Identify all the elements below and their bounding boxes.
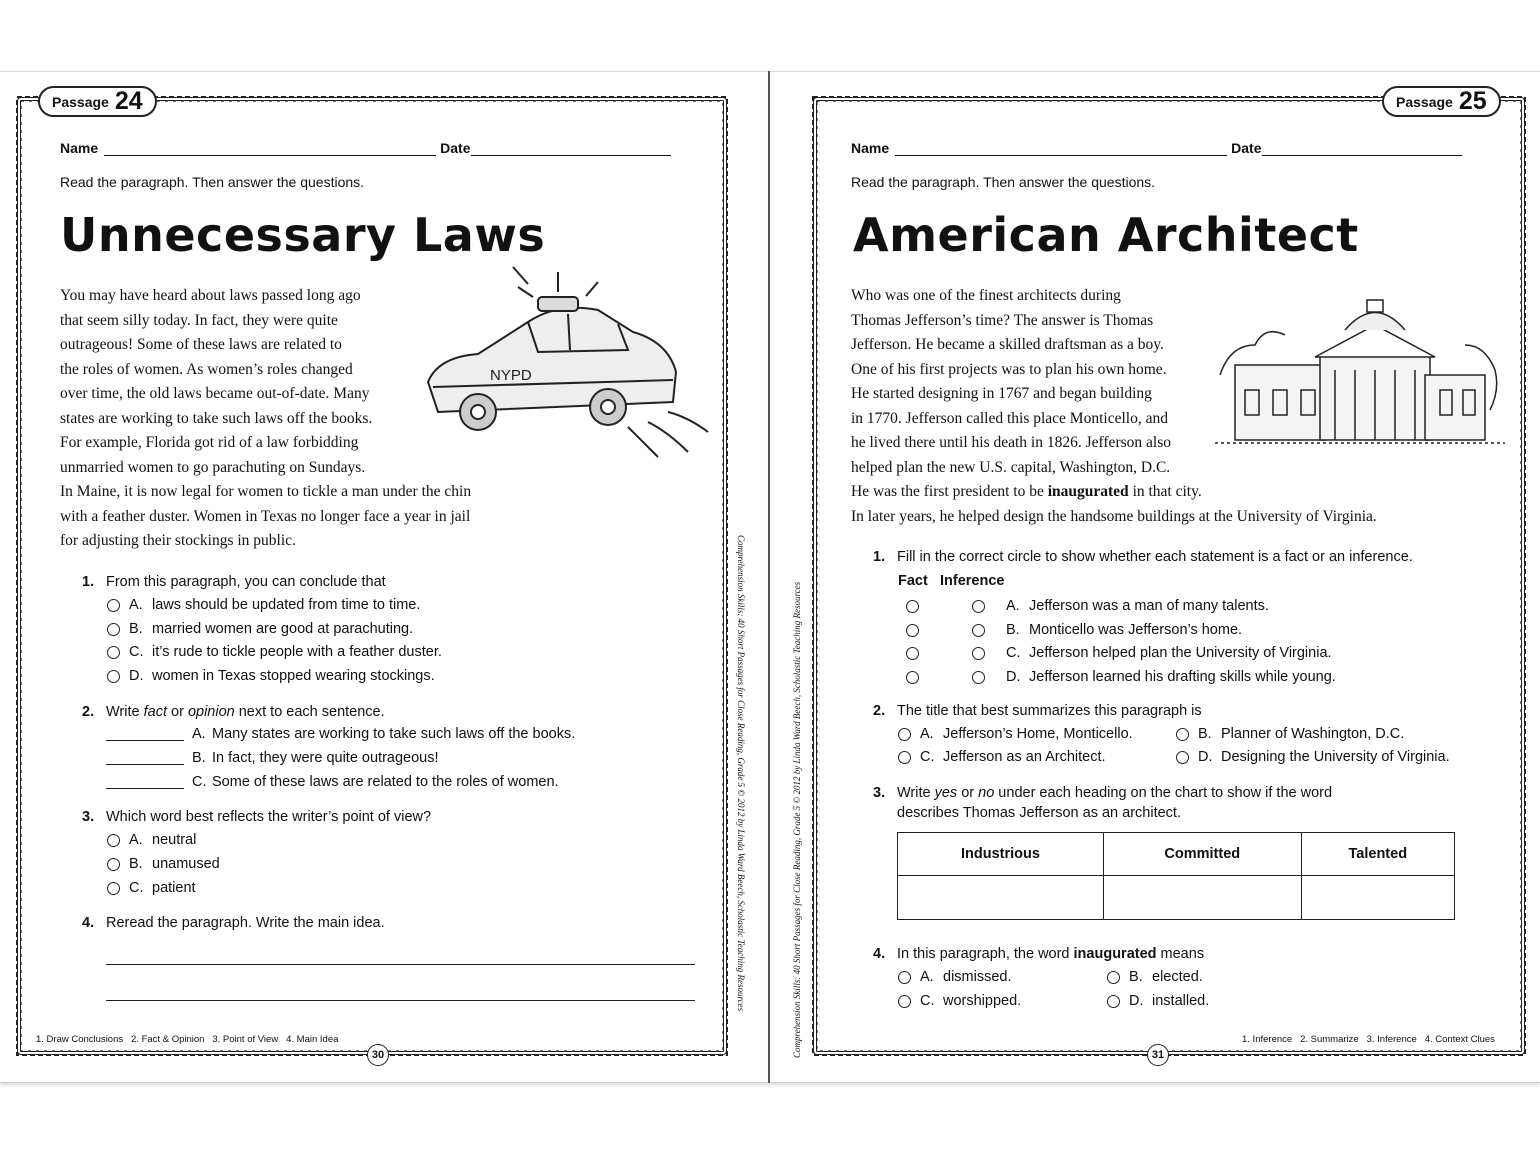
date-label: Date	[1231, 140, 1262, 156]
chart-header-industrious: Industrious	[898, 833, 1104, 876]
option-letter: C.	[920, 749, 935, 765]
answer-blank[interactable]	[106, 727, 184, 741]
q3-option-b[interactable]	[107, 856, 220, 872]
item-letter: C.	[192, 774, 207, 790]
question-4-text: Reread the paragraph. Write the main idea.	[106, 915, 385, 931]
question-number: 2.	[873, 703, 886, 719]
q1-option-b[interactable]	[107, 621, 413, 637]
paragraph-line: unmarried women to go parachuting on Sundays.	[60, 458, 366, 476]
paragraph-text: He was the first president to be	[851, 483, 1048, 500]
q4-option-b[interactable]	[1107, 969, 1203, 985]
option-letter: A.	[920, 969, 934, 985]
q1-item-a	[906, 598, 1269, 614]
passage-label: Passage	[52, 93, 109, 110]
option-letter: A.	[129, 832, 143, 848]
option-text: worshipped.	[943, 993, 1022, 1009]
question-4-text	[897, 946, 1204, 962]
option-text: it’s rude to tickle people with a feather duster.	[152, 644, 442, 660]
page-number: 31	[1147, 1044, 1169, 1066]
question-number: 1.	[82, 574, 95, 590]
instructions: Read the paragraph. Then answer the questions.	[60, 174, 365, 190]
q2-option-d[interactable]	[1176, 749, 1450, 765]
paragraph-line: One of his first projects was to plan his own home.	[851, 360, 1167, 378]
option-letter: A.	[920, 726, 934, 742]
item-letter: B.	[192, 750, 206, 766]
q1-option-d[interactable]	[107, 668, 435, 684]
option-text: Jefferson as an Architect.	[943, 749, 1106, 765]
option-text: laws should be updated from time to time.	[152, 597, 421, 613]
name-field[interactable]	[104, 142, 436, 156]
option-text: installed.	[1152, 993, 1210, 1009]
paragraph-line: He started designing in 1767 and began building	[851, 385, 1152, 402]
paragraph-line: that seem silly today. In fact, they were quite	[60, 311, 338, 329]
option-letter: B.	[129, 856, 143, 872]
q1-item-d	[906, 669, 1336, 685]
passage-number: 25	[1458, 87, 1487, 115]
option-text: neutral	[152, 832, 197, 848]
q2-option-a[interactable]	[898, 726, 1133, 742]
question-number: 4.	[873, 946, 886, 962]
q2-text-opinion: opinion	[187, 704, 235, 720]
option-letter: D.	[1129, 993, 1144, 1009]
radio-circle[interactable]	[898, 971, 911, 984]
item-text: Monticello was Jefferson’s home.	[1029, 622, 1243, 638]
q4-option-c[interactable]	[898, 993, 1021, 1009]
chart-cell-industrious[interactable]	[898, 876, 1104, 920]
option-letter: A.	[129, 597, 143, 613]
q3-text-yes: yes	[934, 785, 958, 801]
q4-text-bold-word: inaugurated	[1073, 946, 1157, 962]
radio-circle[interactable]	[898, 995, 911, 1008]
answer-chart	[897, 832, 1455, 920]
date-label: Date	[440, 140, 471, 156]
option-letter: D.	[1198, 749, 1213, 765]
question-3-text: Which word best reflects the writer’s point of view?	[106, 809, 432, 825]
name-date-line	[851, 140, 1462, 156]
q2-item-b	[106, 750, 439, 766]
item-letter: A.	[192, 726, 206, 742]
question-number: 1.	[873, 549, 886, 565]
option-letter: D.	[129, 668, 144, 684]
item-letter: D.	[1006, 669, 1021, 685]
option-text: elected.	[1152, 969, 1203, 985]
name-field[interactable]	[895, 142, 1227, 156]
radio-circle[interactable]	[107, 670, 120, 683]
page-title: Unnecessary Laws	[60, 208, 546, 262]
chart-header-committed: Committed	[1103, 833, 1301, 876]
item-text: Some of these laws are related to the roles of women.	[212, 774, 559, 790]
fact-circle[interactable]	[906, 647, 919, 660]
date-field[interactable]	[1262, 142, 1462, 156]
paragraph-line: in 1770. Jefferson called this place Monticello, and	[851, 409, 1168, 427]
question-1-text: Fill in the correct circle to show whether each statement is a fact or an inference.	[897, 549, 1413, 565]
paragraph-line: for adjusting their stockings in public.	[60, 532, 296, 549]
q2-item-a	[106, 726, 575, 742]
inference-circle[interactable]	[972, 671, 985, 684]
passage-paragraph	[851, 284, 1471, 529]
question-2-text	[106, 704, 385, 720]
q4-option-a[interactable]	[898, 969, 1012, 985]
item-text: Jefferson learned his drafting skills while young.	[1029, 669, 1336, 685]
item-text: Many states are working to take such laws off the books.	[212, 726, 576, 742]
copyright-credit: Comprehension Skills: 40 Short Passages for Close Reading, Grade 5 © 2012 by Linda Ward Beech, Scholastic Teaching Resources	[792, 581, 802, 1058]
passage-label: Passage	[1396, 93, 1453, 110]
question-number: 3.	[82, 809, 95, 825]
option-text: patient	[152, 880, 196, 896]
car-label-text: NYPD	[490, 367, 532, 384]
radio-circle[interactable]	[898, 728, 911, 741]
paragraph-text: in that city.	[1128, 483, 1202, 500]
fact-circle[interactable]	[906, 671, 919, 684]
paragraph-bold-word: inaugurated	[1047, 483, 1129, 500]
q3-text-part: or	[957, 785, 979, 801]
radio-circle[interactable]	[1107, 995, 1120, 1008]
item-letter: A.	[1006, 598, 1020, 614]
page-number: 30	[367, 1044, 389, 1066]
item-text: Jefferson helped plan the University of Virginia.	[1029, 645, 1332, 661]
inference-circle[interactable]	[972, 624, 985, 637]
inference-column-header: Inference	[940, 573, 1005, 589]
radio-circle[interactable]	[898, 751, 911, 764]
q2-item-c	[106, 774, 559, 790]
radio-circle[interactable]	[1176, 751, 1189, 764]
radio-circle[interactable]	[107, 882, 120, 895]
inference-circle[interactable]	[972, 600, 985, 613]
option-letter: B.	[1129, 969, 1143, 985]
instructions: Read the paragraph. Then answer the questions.	[851, 174, 1156, 190]
paragraph-line: In later years, he helped design the handsome buildings at the University of Virginia.	[851, 507, 1377, 525]
name-label: Name	[60, 140, 99, 156]
q1-option-a[interactable]	[107, 597, 420, 613]
answer-line[interactable]	[106, 1000, 695, 1001]
option-letter: C.	[129, 880, 144, 896]
item-letter: C.	[1006, 645, 1021, 661]
option-text: Planner of Washington, D.C.	[1221, 726, 1405, 742]
radio-circle[interactable]	[107, 834, 120, 847]
question-number: 3.	[873, 785, 886, 801]
answer-line[interactable]	[106, 964, 695, 965]
q2-option-b[interactable]	[1176, 726, 1404, 742]
option-letter: C.	[129, 644, 144, 660]
q2-text-fact: fact	[143, 704, 167, 720]
q3-option-c[interactable]	[107, 880, 196, 896]
q2-option-c[interactable]	[898, 749, 1106, 765]
paragraph-line: Who was one of the finest architects during	[851, 287, 1121, 304]
option-text: women in Texas stopped wearing stockings.	[152, 668, 435, 684]
q4-option-d[interactable]	[1107, 993, 1209, 1009]
paragraph-line: For example, Florida got rid of a law forbidding	[60, 434, 359, 451]
option-text: Designing the University of Virginia.	[1221, 749, 1450, 765]
question-3-text	[897, 785, 1332, 801]
paragraph-line: You may have heard about laws passed long ago	[60, 287, 361, 304]
radio-circle[interactable]	[1107, 971, 1120, 984]
passage-paragraph	[60, 284, 520, 554]
paragraph-line	[851, 480, 1471, 505]
paragraph-line: Jefferson. He became a skilled draftsman as a boy.	[851, 336, 1164, 353]
option-text: dismissed.	[943, 969, 1012, 985]
paragraph-line: states are working to take such laws off the books.	[60, 409, 373, 427]
item-text: Jefferson was a man of many talents.	[1029, 598, 1269, 614]
chart-cell-committed[interactable]	[1103, 876, 1301, 920]
inference-circle[interactable]	[972, 647, 985, 660]
q2-text-part: next to each sentence.	[234, 704, 385, 720]
q3-text-no: no	[978, 785, 995, 801]
q3-option-a[interactable]	[107, 832, 196, 848]
option-text: unamused	[152, 856, 220, 872]
fact-circle[interactable]	[906, 624, 919, 637]
page-title: American Architect	[853, 208, 1359, 262]
q3-text-part: Write	[897, 785, 935, 801]
paragraph-line: Thomas Jefferson’s time? The answer is Thomas	[851, 311, 1154, 329]
radio-circle[interactable]	[1176, 728, 1189, 741]
answer-blank[interactable]	[106, 775, 184, 789]
chart-cell-talented[interactable]	[1301, 876, 1454, 920]
paragraph-line: outrageous! Some of these laws are related to	[60, 336, 342, 353]
option-letter: B.	[129, 621, 143, 637]
q3-text-part: under each heading on the chart to show if the word	[994, 785, 1333, 801]
question-number: 4.	[82, 915, 95, 931]
paragraph-line: In Maine, it is now legal for women to tickle a man under the chin	[60, 483, 472, 500]
name-date-line	[60, 140, 671, 156]
q1-item-c	[906, 645, 1332, 661]
item-text: In fact, they were quite outrageous!	[212, 750, 439, 766]
passage-tab	[38, 86, 157, 117]
paragraph-line: the roles of women. As women’s roles changed	[60, 360, 353, 378]
q1-item-b	[906, 622, 1242, 638]
skills-footer: 1. Draw Conclusions 2. Fact & Opinion 3. Point of View 4. Main Idea	[36, 1034, 339, 1045]
question-3-text-line2: describes Thomas Jefferson as an architect.	[897, 805, 1181, 821]
left-page	[0, 0, 768, 1155]
radio-circle[interactable]	[107, 646, 120, 659]
name-label: Name	[851, 140, 890, 156]
chart-header-talented: Talented	[1301, 833, 1454, 876]
q2-text-part: Write	[106, 704, 144, 720]
paragraph-line: helped plan the new U.S. capital, Washington, D.C.	[851, 458, 1171, 476]
question-2-text: The title that best summarizes this paragraph is	[897, 703, 1202, 719]
answer-blank[interactable]	[106, 751, 184, 765]
radio-circle[interactable]	[107, 599, 120, 612]
option-text: married women are good at parachuting.	[152, 621, 414, 637]
date-field[interactable]	[471, 142, 671, 156]
fact-column-header: Fact	[898, 573, 928, 589]
option-letter: C.	[920, 993, 935, 1009]
radio-circle[interactable]	[107, 858, 120, 871]
q2-text-part: or	[166, 704, 188, 720]
q1-option-c[interactable]	[107, 644, 442, 660]
radio-circle[interactable]	[107, 623, 120, 636]
question-number: 2.	[82, 704, 95, 720]
option-text: Jefferson’s Home, Monticello.	[943, 726, 1133, 742]
passage-tab	[1382, 86, 1501, 117]
passage-number: 24	[114, 87, 143, 115]
question-1-text: From this paragraph, you can conclude that	[106, 574, 386, 590]
option-letter: B.	[1198, 726, 1212, 742]
fact-circle[interactable]	[906, 600, 919, 613]
paragraph-line: he lived there until his death in 1826. Jefferson also	[851, 434, 1171, 451]
item-letter: B.	[1006, 622, 1020, 638]
paragraph-line: with a feather duster. Women in Texas no longer face a year in jail	[60, 507, 471, 525]
q4-text-part: In this paragraph, the word	[897, 946, 1074, 962]
skills-footer: 1. Inference 2. Summarize 3. Inference 4. Context Clues	[1242, 1034, 1495, 1045]
paragraph-line: over time, the old laws became out-of-date. Many	[60, 385, 370, 402]
q4-text-part: means	[1156, 946, 1205, 962]
copyright-credit: Comprehension Skills: 40 Short Passages for Close Reading, Grade 5 © 2012 by Linda Ward Beech, Scholastic Teaching Resources	[736, 535, 746, 1012]
